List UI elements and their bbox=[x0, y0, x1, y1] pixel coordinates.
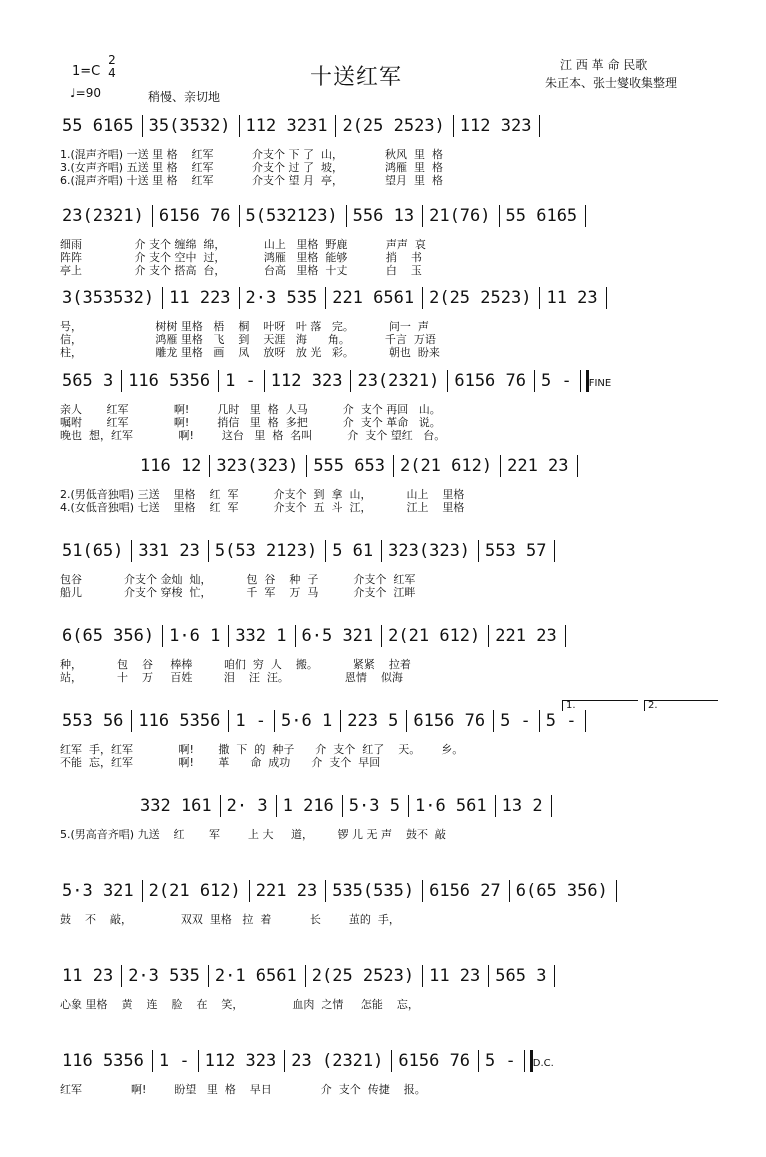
measure: 6156 76 bbox=[413, 711, 486, 731]
measure: 553 56 bbox=[62, 711, 124, 731]
barline bbox=[152, 205, 153, 227]
lyric-line: 鼓 不 敲， 双双 里格 拉 着 长 茧的 手， bbox=[60, 913, 400, 926]
measure: 112 323 bbox=[459, 116, 532, 136]
barline bbox=[524, 1050, 533, 1072]
measure: 5 - bbox=[541, 371, 572, 391]
barline bbox=[500, 455, 501, 477]
barline bbox=[539, 115, 540, 137]
measure: 5(53 2123) bbox=[214, 541, 318, 561]
barline bbox=[209, 455, 210, 477]
barline bbox=[121, 370, 122, 392]
measure: 565 3 bbox=[62, 371, 114, 391]
barline bbox=[121, 965, 122, 987]
measure: 55 6165 bbox=[505, 206, 578, 226]
expression-marking: 稍慢、亲切地 bbox=[148, 90, 221, 104]
barline bbox=[264, 370, 265, 392]
measure: 5 - bbox=[500, 711, 531, 731]
measure: 555 653 bbox=[313, 456, 385, 476]
barline bbox=[488, 965, 489, 987]
measure: 331 23 bbox=[138, 541, 200, 561]
measure: 112 323 bbox=[270, 371, 343, 391]
barline bbox=[284, 1050, 285, 1072]
measure: 1 - bbox=[235, 711, 267, 731]
end-marker: D.C. bbox=[532, 1058, 554, 1069]
time-top: 2 bbox=[108, 53, 116, 67]
measure: 1·6 1 bbox=[169, 626, 221, 646]
barline bbox=[551, 795, 552, 817]
music-line bbox=[62, 115, 546, 137]
barline bbox=[478, 1050, 479, 1072]
measure: 332 1 bbox=[235, 626, 287, 646]
barline bbox=[306, 455, 307, 477]
key-signature: 1=C bbox=[72, 64, 101, 79]
music-line bbox=[62, 370, 611, 394]
lyric-line: 心象 里格 黄 连 脸 在 笑， 血肉 之情 怎能 忘， bbox=[60, 998, 419, 1011]
measure: 112 323 bbox=[204, 1051, 277, 1071]
music-line bbox=[62, 287, 613, 309]
barline bbox=[198, 1050, 199, 1072]
music-line bbox=[62, 880, 623, 902]
barline bbox=[340, 710, 341, 732]
measure: 116 5356 bbox=[138, 711, 221, 731]
measure: 221 6561 bbox=[332, 288, 415, 308]
measure: 112 3231 bbox=[245, 116, 328, 136]
measure: 2(21 612) bbox=[388, 626, 481, 646]
barline bbox=[142, 880, 143, 902]
lyric-line: 阵阵 介 支个 空中 过， 鸿雁 里格 能够 捎 书 bbox=[60, 251, 422, 264]
lyric-line: 6.(混声齐唱) 十送 里 格 红军 介支个 望 月 亭， 望月 里 格 bbox=[60, 174, 443, 187]
barline bbox=[422, 880, 423, 902]
music-line bbox=[140, 455, 584, 477]
barline bbox=[381, 625, 382, 647]
measure: 323(323) bbox=[216, 456, 299, 476]
measure: 221 23 bbox=[507, 456, 569, 476]
measure: 2(21 612) bbox=[399, 456, 493, 476]
barline bbox=[478, 540, 479, 562]
measure: 35(3532) bbox=[148, 116, 231, 136]
lyric-line: 种， 包 谷 棒棒 咱们 穷 人 搬。 紧紧 拉着 bbox=[60, 658, 411, 671]
barline bbox=[422, 965, 423, 987]
barline bbox=[565, 625, 566, 647]
measure: 116 5356 bbox=[128, 371, 211, 391]
measure: 3(353532) bbox=[62, 288, 155, 308]
barline bbox=[239, 205, 240, 227]
lyric-line: 包谷 介支个 金灿 灿， 包 谷 种 子 介支个 红军 bbox=[60, 573, 416, 586]
lyric-line: 不能 忘，红军 啊! 革 命 成功 介 支个 早回 bbox=[60, 756, 381, 769]
lyric-line: 亲人 红军 啊! 几时 里 格 人马 介 支个 再回 山。 bbox=[60, 403, 441, 416]
barline bbox=[499, 205, 500, 227]
lyric-line: 亭上 介 支个 搭高 台， 台高 里格 十丈 白 玉 bbox=[60, 264, 422, 277]
measure: 23(2321) bbox=[62, 206, 144, 226]
barline bbox=[488, 625, 489, 647]
barline bbox=[162, 625, 163, 647]
measure: 23 (2321) bbox=[291, 1051, 384, 1071]
barline bbox=[406, 710, 407, 732]
music-line bbox=[62, 965, 561, 987]
measure: 6·5 321 bbox=[301, 626, 374, 646]
barline bbox=[276, 795, 277, 817]
measure: 6156 27 bbox=[429, 881, 501, 901]
measure: 5 61 bbox=[332, 541, 374, 561]
measure: 2·3 535 bbox=[245, 288, 318, 308]
measure: 6156 76 bbox=[454, 371, 526, 391]
measure: 223 5 bbox=[347, 711, 399, 731]
barline bbox=[220, 795, 221, 817]
measure: 116 12 bbox=[140, 456, 202, 476]
lyric-line: 细雨 介 支个 缠绵 绵， 山上 里格 野鹿 声声 哀 bbox=[60, 238, 426, 251]
music-line bbox=[62, 540, 561, 562]
barline bbox=[539, 710, 540, 732]
measure: 6156 76 bbox=[398, 1051, 471, 1071]
measure: 13 2 bbox=[501, 796, 543, 816]
measure: 116 5356 bbox=[62, 1051, 144, 1071]
measure: 1 - bbox=[225, 371, 256, 391]
lyric-line: 信， 鸿雁 里格 飞 到 天涯 海 角。 千言 万语 bbox=[60, 333, 436, 346]
measure: 11 23 bbox=[429, 966, 481, 986]
barline bbox=[142, 115, 143, 137]
barline bbox=[228, 625, 229, 647]
measure: 11 23 bbox=[62, 966, 114, 986]
measure: 2(25 2523) bbox=[342, 116, 445, 136]
measure: 11 23 bbox=[546, 288, 598, 308]
lyric-line: 2.(男低音独唱) 三送 里格 红 军 介支个 到 拿 山， 山上 里格 bbox=[60, 488, 465, 501]
measure: 221 23 bbox=[495, 626, 557, 646]
barline bbox=[162, 287, 163, 309]
barline bbox=[325, 287, 326, 309]
measure: 5 - bbox=[545, 711, 577, 731]
barline bbox=[131, 540, 132, 562]
barline bbox=[350, 370, 351, 392]
measure: 6156 76 bbox=[158, 206, 231, 226]
barline bbox=[342, 795, 343, 817]
measure: 2· 3 bbox=[226, 796, 268, 816]
barline bbox=[422, 205, 423, 227]
song-origin: 江 西 革 命 民歌 bbox=[560, 58, 648, 72]
barline bbox=[616, 880, 617, 902]
measure: 51(65) bbox=[62, 541, 124, 561]
barline bbox=[249, 880, 250, 902]
music-line bbox=[62, 710, 592, 732]
barline bbox=[554, 965, 555, 987]
time-bottom: 4 bbox=[108, 66, 116, 80]
measure: 5·6 1 bbox=[281, 711, 333, 731]
lyric-line: 5.(男高音齐唱) 九送 红 军 上 大 道， 锣 儿 无 声 鼓不 敲 bbox=[60, 828, 446, 841]
barline bbox=[393, 455, 394, 477]
lyric-line: 晚也 想，红军 啊! 这台 里 格 名叫 介 支个 望红 台。 bbox=[60, 429, 446, 442]
lyric-line: 红军 啊! 盼望 里 格 早日 介 支个 传捷 报。 bbox=[60, 1083, 426, 1096]
measure: 2·1 6561 bbox=[214, 966, 297, 986]
barline bbox=[325, 540, 326, 562]
measure: 5 - bbox=[485, 1051, 516, 1071]
measure: 5·3 5 bbox=[348, 796, 400, 816]
lyric-line: 嘱咐 红军 啊! 捎信 里 格 多把 介 支个 革命 说。 bbox=[60, 416, 441, 429]
barline bbox=[208, 965, 209, 987]
lyric-line: 3.(女声齐唱) 五送 里 格 红军 介支个 过 了 坡， 鸿雁 里 格 bbox=[60, 161, 443, 174]
barline bbox=[534, 370, 535, 392]
barline bbox=[509, 880, 510, 902]
time-signature bbox=[104, 54, 120, 80]
lyric-line: 号， 树树 里格 梧 桐 叶呀 叶 落 完。 问一 声 bbox=[60, 320, 429, 333]
barline bbox=[325, 880, 326, 902]
barline bbox=[495, 795, 496, 817]
barline bbox=[152, 1050, 153, 1072]
barline bbox=[346, 205, 347, 227]
measure: 323(323) bbox=[388, 541, 471, 561]
measure: 5·3 321 bbox=[62, 881, 134, 901]
lyric-line: 柱， 雕龙 里格 画 凤 放呀 放 光 彩。 朝也 盼来 bbox=[60, 346, 440, 359]
measure: 11 223 bbox=[169, 288, 231, 308]
barline bbox=[381, 540, 382, 562]
barline bbox=[131, 710, 132, 732]
barline bbox=[295, 625, 296, 647]
barline bbox=[239, 115, 240, 137]
barline bbox=[585, 710, 586, 732]
measure: 332 161 bbox=[140, 796, 212, 816]
barline bbox=[580, 370, 589, 392]
measure: 565 3 bbox=[495, 966, 547, 986]
lyric-line: 1.(混声齐唱) 一送 里 格 红军 介支个 下 了 山， 秋风 里 格 bbox=[60, 148, 443, 161]
barline bbox=[239, 287, 240, 309]
barline bbox=[335, 115, 336, 137]
measure: 535(535) bbox=[332, 881, 415, 901]
measure: 55 6165 bbox=[62, 116, 134, 136]
measure: 1·6 561 bbox=[414, 796, 487, 816]
measure: 1 - bbox=[158, 1051, 190, 1071]
volta-second-ending: 2. bbox=[644, 700, 718, 711]
measure: 2·3 535 bbox=[128, 966, 200, 986]
measure: 2(25 2523) bbox=[429, 288, 532, 308]
barline bbox=[422, 287, 423, 309]
measure: 6(65 356) bbox=[62, 626, 155, 646]
barline bbox=[493, 710, 494, 732]
measure: 23(2321) bbox=[357, 371, 440, 391]
measure: 221 23 bbox=[255, 881, 318, 901]
measure: 2(21 612) bbox=[148, 881, 241, 901]
barline bbox=[228, 710, 229, 732]
barline bbox=[391, 1050, 392, 1072]
barline bbox=[585, 205, 586, 227]
music-line bbox=[62, 625, 572, 647]
tempo-marking: ♩=90 bbox=[70, 86, 101, 100]
barline bbox=[218, 370, 219, 392]
barline bbox=[539, 287, 540, 309]
lyric-line: 红军 手，红军 啊! 撒 下 的 种子 介 支个 红了 天。 乡。 bbox=[60, 743, 464, 756]
end-marker: FINE bbox=[588, 378, 612, 389]
barline bbox=[305, 965, 306, 987]
measure: 553 57 bbox=[485, 541, 547, 561]
barline bbox=[453, 115, 454, 137]
measure: 21(76) bbox=[429, 206, 491, 226]
lyric-line: 站， 十 万 百姓 泪 汪 汪。 恩情 似海 bbox=[60, 671, 403, 684]
measure: 2(25 2523) bbox=[311, 966, 415, 986]
barline bbox=[554, 540, 555, 562]
measure: 1 216 bbox=[282, 796, 334, 816]
measure: 5(532123) bbox=[245, 206, 338, 226]
page-title: 十送红军 bbox=[310, 65, 403, 90]
music-line bbox=[140, 795, 558, 817]
barline bbox=[606, 287, 607, 309]
volta-first-ending: 1. bbox=[562, 700, 638, 711]
barline bbox=[408, 795, 409, 817]
music-line bbox=[62, 1050, 554, 1074]
measure: 6(65 356) bbox=[515, 881, 608, 901]
music-line bbox=[62, 205, 592, 227]
arranger-credit: 朱正本、张士燮收集整理 bbox=[545, 76, 678, 90]
barline bbox=[274, 710, 275, 732]
barline bbox=[447, 370, 448, 392]
lyric-line: 船儿 介支个 穿梭 忙， 千 军 万 马 介支个 江畔 bbox=[60, 586, 416, 599]
barline bbox=[577, 455, 578, 477]
barline bbox=[208, 540, 209, 562]
lyric-line: 4.(女低音独唱) 七送 里格 红 军 介支个 五 斗 江， 江上 里格 bbox=[60, 501, 465, 514]
measure: 556 13 bbox=[352, 206, 415, 226]
